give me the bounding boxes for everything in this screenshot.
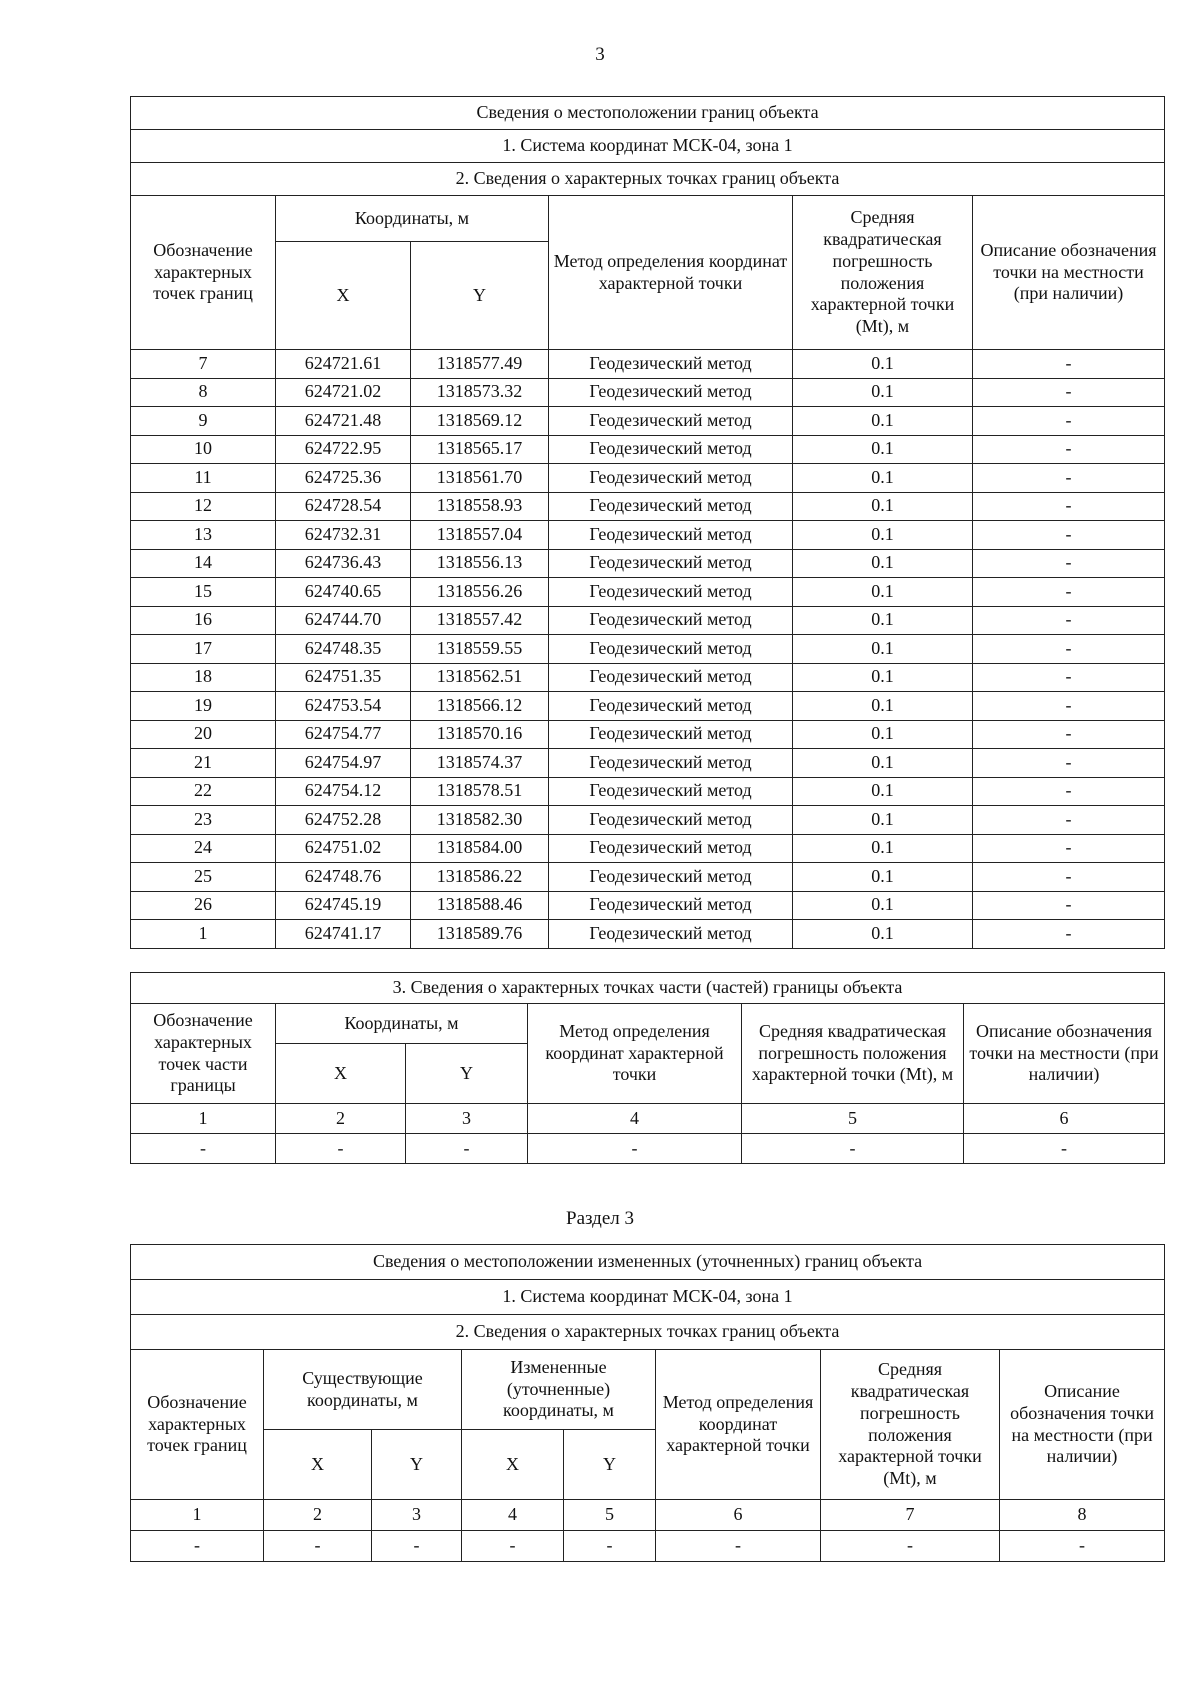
header-x: X <box>276 242 411 350</box>
table-row <box>131 578 1165 607</box>
column-number: 5 <box>742 1104 964 1134</box>
table-cell: 13 <box>131 521 276 550</box>
column-number: 2 <box>276 1104 406 1134</box>
table-cell: 1318589.76 <box>411 920 549 949</box>
table-cell: Геодезический метод <box>549 606 793 635</box>
table-cell: 8 <box>131 378 276 407</box>
table-row <box>131 435 1165 464</box>
table-cell: - <box>131 1531 264 1562</box>
table-cell: 1318557.04 <box>411 521 549 550</box>
table-cell: - <box>276 1134 406 1164</box>
table-row <box>131 492 1165 521</box>
coordinate-system: 1. Система координат МСК-04, зона 1 <box>131 130 1165 163</box>
table-title: 3. Сведения о характерных точках части (частей) границы объекта <box>131 973 1165 1004</box>
table-cell: 624754.97 <box>276 749 411 778</box>
header-x-changed: X <box>462 1430 564 1500</box>
table-cell: Геодезический метод <box>549 378 793 407</box>
table-cell: - <box>528 1134 742 1164</box>
table-cell: 23 <box>131 806 276 835</box>
table-cell: 624740.65 <box>276 578 411 607</box>
table-cell: 0.1 <box>793 350 973 379</box>
column-number: 4 <box>462 1500 564 1531</box>
table-cell: 14 <box>131 549 276 578</box>
table-cell: 1318556.13 <box>411 549 549 578</box>
table-cell: Геодезический метод <box>549 863 793 892</box>
table-row <box>131 692 1165 721</box>
table-cell: 1318557.42 <box>411 606 549 635</box>
header-coordinates: Координаты, м <box>276 196 549 242</box>
table-cell: 624751.02 <box>276 834 411 863</box>
table-cell: - <box>462 1531 564 1562</box>
table-row <box>131 464 1165 493</box>
table-cell: 26 <box>131 891 276 920</box>
table-cell: - <box>973 578 1165 607</box>
table-cell: Геодезический метод <box>549 692 793 721</box>
table-cell: 19 <box>131 692 276 721</box>
table-cell: - <box>1000 1531 1165 1562</box>
table-cell: 624753.54 <box>276 692 411 721</box>
table-cell: 0.1 <box>793 435 973 464</box>
table-cell: 1318558.93 <box>411 492 549 521</box>
table-cell: 18 <box>131 663 276 692</box>
header-y-changed: Y <box>564 1430 656 1500</box>
table-cell: 624732.31 <box>276 521 411 550</box>
table-cell: 0.1 <box>793 891 973 920</box>
table-cell: - <box>564 1531 656 1562</box>
header-point-designation: Обозначение характерных точек части границы <box>131 1004 276 1104</box>
table-cell: 624725.36 <box>276 464 411 493</box>
table-cell: Геодезический метод <box>549 720 793 749</box>
table-cell: Геодезический метод <box>549 834 793 863</box>
table-cell: - <box>406 1134 528 1164</box>
page-number: 3 <box>595 44 605 65</box>
table-cell: - <box>131 1134 276 1164</box>
table-cell: 15 <box>131 578 276 607</box>
table-cell: Геодезический метод <box>549 663 793 692</box>
column-number: 6 <box>964 1104 1165 1134</box>
table-cell: Геодезический метод <box>549 492 793 521</box>
table-cell: 0.1 <box>793 378 973 407</box>
table-cell: 624745.19 <box>276 891 411 920</box>
table-cell: - <box>973 606 1165 635</box>
table-cell: 12 <box>131 492 276 521</box>
table-cell: 1318584.00 <box>411 834 549 863</box>
table-cell: - <box>973 777 1165 806</box>
table-cell: 624748.35 <box>276 635 411 664</box>
table-cell: 624728.54 <box>276 492 411 521</box>
header-y: Y <box>406 1044 528 1104</box>
table-cell: 1 <box>131 920 276 949</box>
table-cell: 1318569.12 <box>411 407 549 436</box>
boundary-points-table <box>130 96 1165 949</box>
table-cell: - <box>973 663 1165 692</box>
table-cell: - <box>973 464 1165 493</box>
table-cell: - <box>964 1134 1165 1164</box>
table-cell: 624754.12 <box>276 777 411 806</box>
table-cell: 0.1 <box>793 806 973 835</box>
table-subtitle: 2. Сведения о характерных точках границ объекта <box>131 1315 1165 1350</box>
column-number: 7 <box>821 1500 1000 1531</box>
table-row <box>131 635 1165 664</box>
table-cell: 0.1 <box>793 578 973 607</box>
table-cell: 0.1 <box>793 920 973 949</box>
table-cell: - <box>973 692 1165 721</box>
table-cell: - <box>973 521 1165 550</box>
table-cell: 1318574.37 <box>411 749 549 778</box>
table-cell: - <box>973 435 1165 464</box>
table-row <box>131 777 1165 806</box>
table-cell: Геодезический метод <box>549 806 793 835</box>
table-cell: 624741.17 <box>276 920 411 949</box>
header-description: Описание обозначения точки на местности (при наличии) <box>964 1004 1165 1104</box>
table-subtitle: 2. Сведения о характерных точках границ объекта <box>131 163 1165 196</box>
table-cell: 20 <box>131 720 276 749</box>
table-row <box>131 920 1165 949</box>
table-cell: - <box>973 720 1165 749</box>
table-cell: 624721.48 <box>276 407 411 436</box>
table-cell: - <box>973 806 1165 835</box>
table-cell: 11 <box>131 464 276 493</box>
table-cell: 16 <box>131 606 276 635</box>
table-cell: 21 <box>131 749 276 778</box>
table-cell: 0.1 <box>793 692 973 721</box>
table-cell: - <box>372 1531 462 1562</box>
table-cell: 0.1 <box>793 749 973 778</box>
header-method: Метод определения координат характерной точки <box>549 196 793 350</box>
table-row <box>131 834 1165 863</box>
table-cell: 0.1 <box>793 464 973 493</box>
column-number: 3 <box>406 1104 528 1134</box>
table-cell: 0.1 <box>793 521 973 550</box>
header-description: Описание обозначения точки на местности (при наличии) <box>1000 1350 1165 1500</box>
table-row <box>131 891 1165 920</box>
header-y-existing: Y <box>372 1430 462 1500</box>
header-description: Описание обозначения точки на местности (при наличии) <box>973 196 1165 350</box>
table-cell: - <box>973 863 1165 892</box>
table-cell: Геодезический метод <box>549 635 793 664</box>
table-cell: 1318570.16 <box>411 720 549 749</box>
table-cell: 7 <box>131 350 276 379</box>
table-cell: 624752.28 <box>276 806 411 835</box>
part-boundary-points-table <box>130 972 1165 1164</box>
changed-boundary-points-table <box>130 1244 1165 1562</box>
table-cell: 0.1 <box>793 720 973 749</box>
header-error: Средняя квадратическая погрешность положения характерной точки (Mt), м <box>742 1004 964 1104</box>
table-cell: - <box>973 492 1165 521</box>
table-cell: 25 <box>131 863 276 892</box>
header-error: Средняя квадратическая погрешность положения характерной точки (Mt), м <box>793 196 973 350</box>
table-cell: 1318578.51 <box>411 777 549 806</box>
table-cell: 0.1 <box>793 863 973 892</box>
coordinate-system: 1. Система координат МСК-04, зона 1 <box>131 1280 1165 1315</box>
table-cell: 22 <box>131 777 276 806</box>
table-cell: 1318562.51 <box>411 663 549 692</box>
table-cell: 0.1 <box>793 834 973 863</box>
table-cell: 1318559.55 <box>411 635 549 664</box>
table-cell: - <box>973 635 1165 664</box>
table-row <box>131 549 1165 578</box>
table-cell: 624744.70 <box>276 606 411 635</box>
table-row <box>131 749 1165 778</box>
table-cell: 624722.95 <box>276 435 411 464</box>
table-cell: - <box>973 350 1165 379</box>
table-cell: Геодезический метод <box>549 891 793 920</box>
table-cell: 1318565.17 <box>411 435 549 464</box>
header-x-existing: X <box>264 1430 372 1500</box>
table-row <box>131 521 1165 550</box>
column-number: 6 <box>656 1500 821 1531</box>
table-cell: Геодезический метод <box>549 521 793 550</box>
header-coordinates: Координаты, м <box>276 1004 528 1044</box>
column-number: 5 <box>564 1500 656 1531</box>
table-cell: - <box>656 1531 821 1562</box>
table-cell: 0.1 <box>793 492 973 521</box>
table-cell: 9 <box>131 407 276 436</box>
header-error: Средняя квадратическая погрешность положения характерной точки (Mt), м <box>821 1350 1000 1500</box>
table-cell: 1318586.22 <box>411 863 549 892</box>
table-cell: Геодезический метод <box>549 749 793 778</box>
header-changed-coordinates: Измененные (уточненные) координаты, м <box>462 1350 656 1430</box>
table-row <box>131 806 1165 835</box>
table-cell: Геодезический метод <box>549 350 793 379</box>
table-cell: - <box>973 407 1165 436</box>
header-x: X <box>276 1044 406 1104</box>
header-point-designation: Обозначение характерных точек границ <box>131 196 276 350</box>
table-cell: 1318556.26 <box>411 578 549 607</box>
table-row <box>131 606 1165 635</box>
table-cell: Геодезический метод <box>549 920 793 949</box>
table-cell: 0.1 <box>793 777 973 806</box>
column-number: 1 <box>131 1104 276 1134</box>
table-cell: - <box>973 891 1165 920</box>
table-cell: 624748.76 <box>276 863 411 892</box>
column-number: 2 <box>264 1500 372 1531</box>
section-heading: Раздел 3 <box>566 1208 634 1229</box>
table-cell: 10 <box>131 435 276 464</box>
table-cell: - <box>264 1531 372 1562</box>
table-row <box>131 863 1165 892</box>
table-cell: 624736.43 <box>276 549 411 578</box>
table-row <box>131 407 1165 436</box>
table-cell: Геодезический метод <box>549 435 793 464</box>
table-cell: Геодезический метод <box>549 578 793 607</box>
table-title: Сведения о местоположении границ объекта <box>131 97 1165 130</box>
table-cell: - <box>973 834 1165 863</box>
table-cell: 1318577.49 <box>411 350 549 379</box>
table-cell: 1318582.30 <box>411 806 549 835</box>
table-cell: 17 <box>131 635 276 664</box>
table-cell: 624721.61 <box>276 350 411 379</box>
table-cell: 624754.77 <box>276 720 411 749</box>
table-cell: 0.1 <box>793 407 973 436</box>
table-cell: - <box>973 549 1165 578</box>
table-cell: 1318561.70 <box>411 464 549 493</box>
table-cell: - <box>973 749 1165 778</box>
header-method: Метод определения координат характерной точки <box>528 1004 742 1104</box>
table-cell: 1318588.46 <box>411 891 549 920</box>
table-cell: 624721.02 <box>276 378 411 407</box>
column-number: 1 <box>131 1500 264 1531</box>
table-row <box>131 663 1165 692</box>
table-cell: - <box>973 378 1165 407</box>
table-cell: - <box>973 920 1165 949</box>
table-cell: - <box>821 1531 1000 1562</box>
header-method: Метод определения координат характерной точки <box>656 1350 821 1500</box>
table-title: Сведения о местоположении измененных (уточненных) границ объекта <box>131 1245 1165 1280</box>
table-cell: Геодезический метод <box>549 549 793 578</box>
column-number: 8 <box>1000 1500 1165 1531</box>
table-row <box>131 720 1165 749</box>
table-cell: Геодезический метод <box>549 464 793 493</box>
table-cell: - <box>742 1134 964 1164</box>
header-existing-coordinates: Существующие координаты, м <box>264 1350 462 1430</box>
table-row <box>131 350 1165 379</box>
header-point-designation: Обозначение характерных точек границ <box>131 1350 264 1500</box>
table-cell: 24 <box>131 834 276 863</box>
table-cell: 624751.35 <box>276 663 411 692</box>
table-cell: 0.1 <box>793 549 973 578</box>
table-cell: 0.1 <box>793 663 973 692</box>
table-cell: 1318573.32 <box>411 378 549 407</box>
table-cell: Геодезический метод <box>549 777 793 806</box>
table-cell: 0.1 <box>793 635 973 664</box>
column-number: 3 <box>372 1500 462 1531</box>
header-y: Y <box>411 242 549 350</box>
table-cell: 1318566.12 <box>411 692 549 721</box>
column-number: 4 <box>528 1104 742 1134</box>
table-row <box>131 378 1165 407</box>
table-cell: 0.1 <box>793 606 973 635</box>
table-cell: Геодезический метод <box>549 407 793 436</box>
